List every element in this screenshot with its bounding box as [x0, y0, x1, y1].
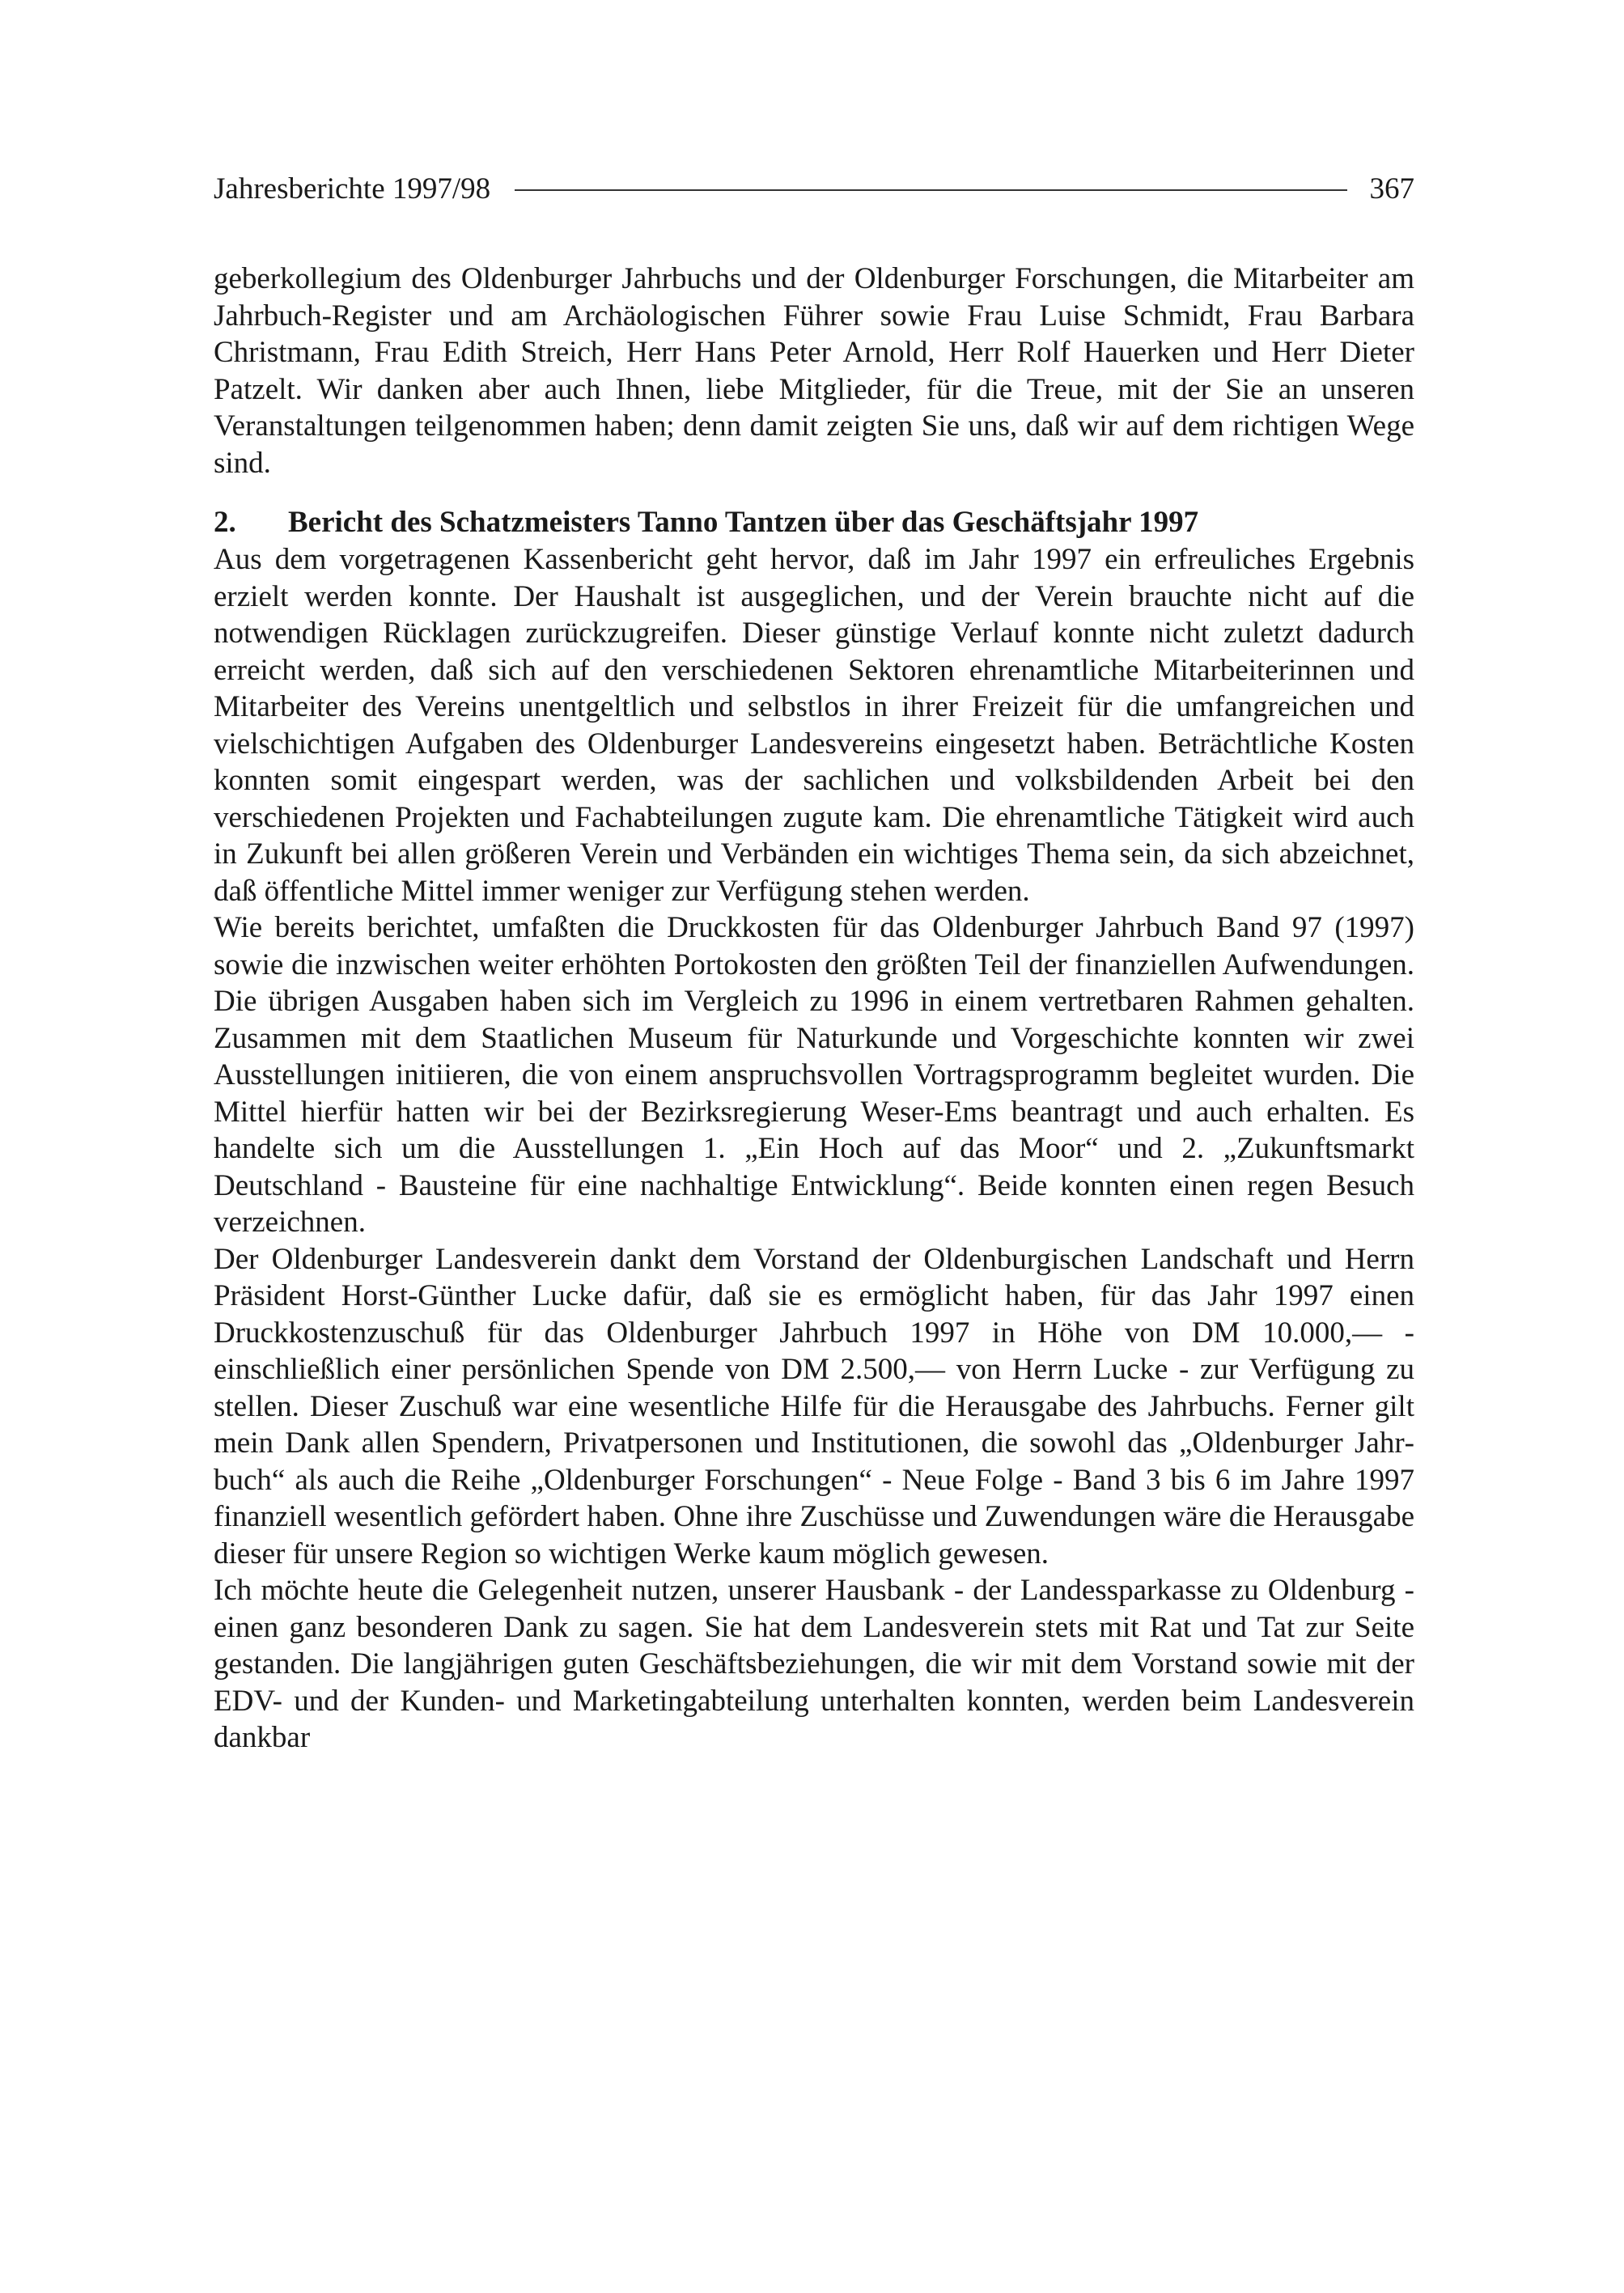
paragraph-kassenbericht: Aus dem vorgetragenen Kassenbericht geht hervor, daß im Jahr 1997 ein erfreuliches Ergebnis erzielt werden konnte. Der Haushalt ist ausgeglichen, und der Verein brauchte nicht auf die notwendigen Rücklagen zurückzugreifen. Dieser günstige Verlauf konnte nicht zuletzt dadurch erreicht werden, daß sich auf den verschiedenen Sektoren ehrenamtliche Mitarbeiterinnen und Mitarbeiter des Vereins unentgeltlich und selbstlos in ihrer Freizeit für die umfangreichen und vielschichtigen Aufgaben des Oldenburger Landesvereins eingesetzt haben. Beträchtliche Kosten konnten somit eingespart werden, was der sachlichen und volksbildenden Arbeit bei den verschiedenen Projekten und Fachabteilungen zugute kam. Die ehrenamtliche Tätigkeit wird auch in Zukunft bei allen größeren Verein und Verbänden ein wichtiges Thema sein, da sich abzeichnet, daß öffentliche Mittel immer weniger zur Verfügung stehen werden. [214, 543, 1414, 908]
paragraph-druckkosten: Wie bereits berichtet, umfaßten die Druckkosten für das Oldenburger Jahrbuch Band 97 (1997) sowie die inzwischen weiter erhöhten Portokosten den größten Teil der finanziellen Aufwendungen. Die übrigen Ausgaben haben sich im Vergleich zu 1996 in einem vertretbaren Rahmen gehalten. Zusammen mit dem Staatlichen Museum für Naturkunde und Vorgeschichte konnten wir zwei Ausstellungen initiieren, die von einem anspruchsvollen Vortragsprogramm begleitet wurden. Die Mittel hierfür hatten wir bei der Bezirksregierung Weser-Ems beantragt und auch erhalten. Es handelte sich um die Ausstellungen 1. „Ein Hoch auf das Moor“ und 2. „Zukunftsmarkt Deutschland - Bausteine für eine nachhaltige Entwicklung“. Beide konnten einen regen Besuch verzeichnen. [214, 911, 1414, 1239]
section-heading [214, 504, 1414, 541]
running-head-title: Jahresberichte 1997/98 [214, 172, 491, 206]
intro-paragraph: geberkollegium des Oldenburger Jahrbuchs und der Oldenburger Forschungen, die Mitarbeiter am Jahrbuch-Register und am Archäologischen Führer sowie Frau Luise Schmidt, Frau Barbara Christmann, Frau Edith Streich, Herr Hans Peter Arnold, Herr Rolf Hauerken und Herr Dieter Patzelt. Wir danken aber auch Ihnen, liebe Mitglieder, für die Treue, mit der Sie an unseren Veranstaltungen teilgenommen haben; denn damit zeigten Sie uns, daß wir auf dem richtigen Wege sind. [214, 262, 1414, 480]
paragraph-dank-landschaft: Der Oldenburger Landesverein dankt dem Vorstand der Oldenburgischen Landschaft und Herrn Präsident Horst-Günther Lucke dafür, daß sie es ermöglicht haben, für das Jahr 1997 einen Druckkostenzuschuß für das Oldenburger Jahrbuch 1997 in Höhe von DM 10.000,— - einschließlich einer persönlichen Spende von DM 2.500,— von Herrn Lucke - zur Verfügung zu stellen. Dieser Zuschuß war eine wesentliche Hilfe für die Herausgabe des Jahrbuchs. Ferner gilt mein Dank allen Spendern, Privatpersonen und Institutionen, die sowohl das „Oldenburger Jahrbuch“ als auch die Reihe „Oldenburger Forschungen“ - Neue Folge - Band 3 bis 6 im Jahre 1997 finanziell wesentlich gefördert haben. Ohne ihre Zuschüsse und Zuwendungen wäre die Herausgabe dieser für unsere Region so wichtigen Werke kaum möglich gewesen. [214, 1242, 1414, 1570]
paragraph-hausbank: Ich möchte heute die Gelegenheit nutzen, unserer Hausbank - der Landessparkasse zu Oldenburg - einen ganz besonderen Dank zu sagen. Sie hat dem Landesverein stets mit Rat und Tat zur Seite gestanden. Die langjährigen guten Geschäftsbeziehungen, die wir mit dem Vorstand sowie mit der EDV- und der Kunden- und Marketingabteilung unterhalten konnten, werden beim Landesverein dankbar [214, 1574, 1414, 1754]
section-title: Bericht des Schatzmeisters Tanno Tantzen über das Geschäftsjahr 1997 [288, 506, 1199, 539]
page-number: 367 [1369, 172, 1414, 206]
body-text [214, 261, 1414, 1757]
running-head-rule [515, 189, 1346, 191]
running-head [214, 166, 1414, 211]
section-number: 2. [214, 506, 236, 539]
